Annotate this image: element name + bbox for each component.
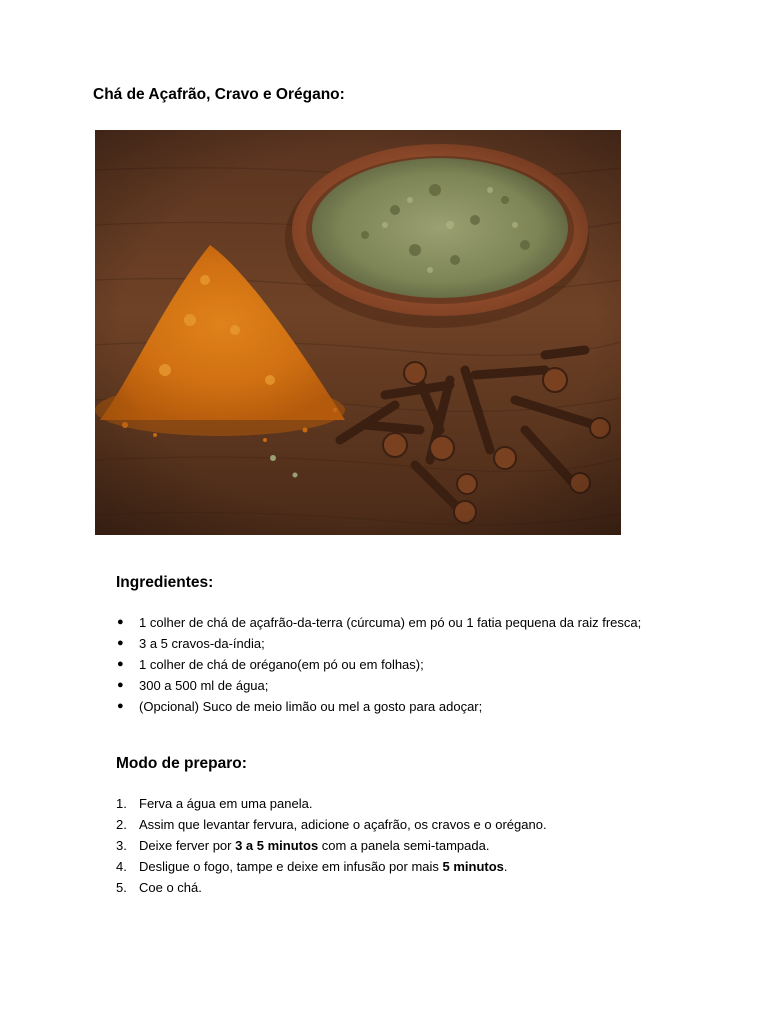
bullet-icon: ● — [117, 616, 124, 628]
ingredient-text: 3 a 5 cravos-da-índia; — [139, 636, 265, 651]
preparation-step — [116, 856, 656, 877]
ingredient-text: (Opcional) Suco de meio limão ou mel a gosto para adoçar; — [139, 699, 483, 714]
step-text: Ferva a água em uma panela. — [139, 796, 313, 811]
step-text: com a panela semi-tampada. — [318, 838, 490, 853]
preparation-heading: Modo de preparo: — [116, 755, 247, 772]
step-text: Desligue o fogo, tampe e deixe em infusão por mais — [139, 859, 443, 874]
preparation-step — [116, 835, 656, 856]
ingredient-item — [116, 696, 656, 717]
spices-photo — [95, 130, 621, 535]
ingredient-text: 1 colher de chá de açafrão-da-terra (cúrcuma) em pó ou 1 fatia pequena da raiz fresca; — [139, 615, 642, 630]
step-number: 1. — [116, 796, 127, 811]
ingredient-item — [116, 675, 656, 696]
step-text: . — [503, 859, 508, 874]
ingredient-item — [116, 612, 656, 633]
step-number: 3. — [116, 838, 127, 853]
bullet-icon: ● — [117, 700, 124, 712]
page-title: Chá de Açafrão, Cravo e Orégano: — [93, 86, 345, 103]
bullet-icon: ● — [117, 679, 124, 691]
ingredients-list — [116, 612, 656, 717]
step-text-bold: 3 a 5 minutos — [235, 838, 319, 853]
preparation-step — [116, 793, 656, 814]
preparation-step — [116, 814, 656, 835]
ingredient-item — [116, 633, 656, 654]
step-text: Coe o chá. — [139, 880, 202, 895]
step-text-bold: 5 minutos — [442, 859, 504, 874]
step-text: Assim que levantar fervura, adicione o açafrão, os cravos e o orégano. — [139, 817, 547, 832]
bullet-icon: ● — [117, 658, 124, 670]
step-number: 2. — [116, 817, 127, 832]
bullet-icon: ● — [117, 637, 124, 649]
ingredient-item — [116, 654, 656, 675]
ingredient-text: 300 a 500 ml de água; — [139, 678, 269, 693]
step-number: 5. — [116, 880, 127, 895]
preparation-steps-list — [116, 793, 656, 898]
preparation-step — [116, 877, 656, 898]
step-number: 4. — [116, 859, 127, 874]
ingredients-heading: Ingredientes: — [116, 574, 214, 591]
ingredient-text: 1 colher de chá de orégano(em pó ou em folhas); — [139, 657, 424, 672]
step-text: Deixe ferver por — [139, 838, 236, 853]
